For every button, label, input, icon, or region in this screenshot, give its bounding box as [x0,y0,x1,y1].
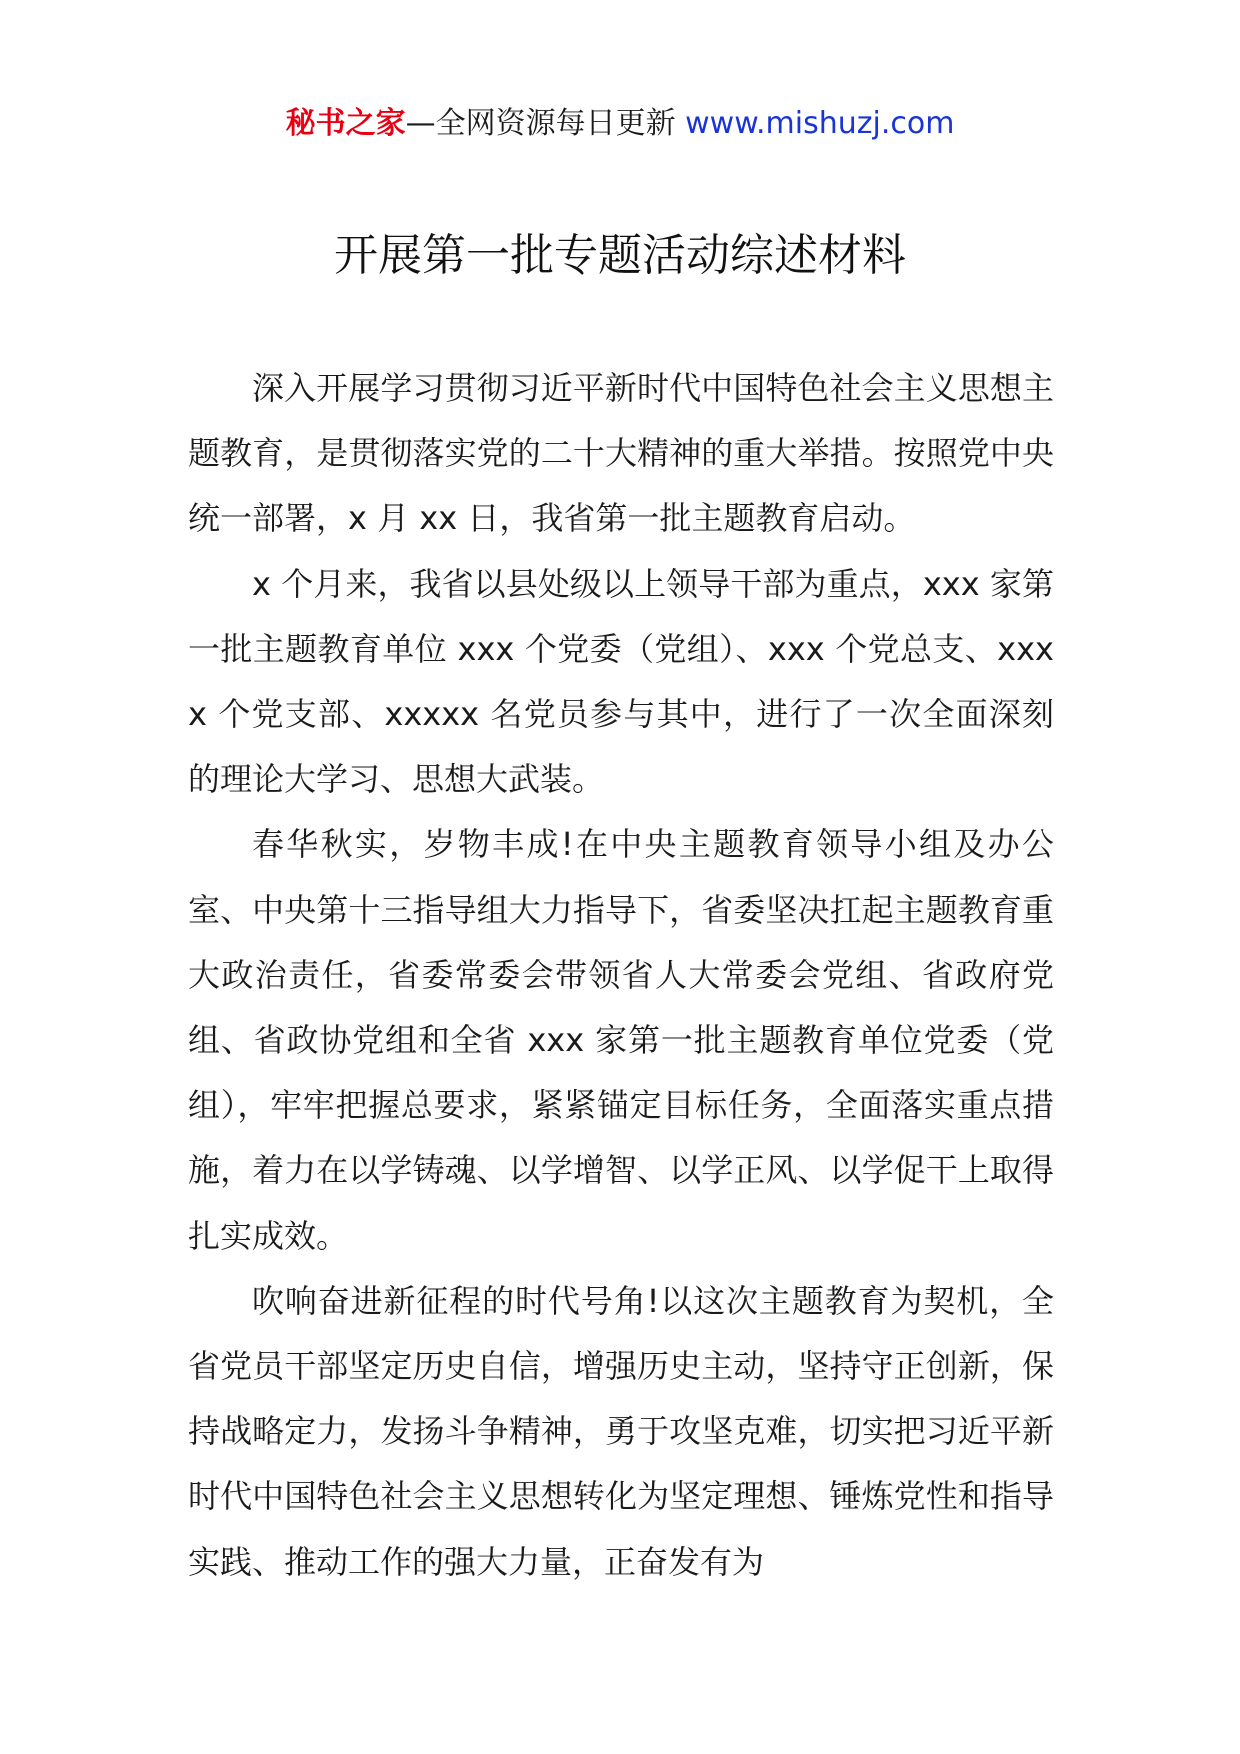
document-title: 开展第一批专题活动综述材料 [334,230,906,281]
brand-name: 秘书之家 [285,106,406,141]
site-header [0,102,1240,146]
paragraph-1: 深入开展学习贯彻习近平新时代中国特色社会主义思想主题教育，是贯彻落实党的二十大精神的重大举措。按照党中央统一部署，x 月 xx 日，我省第一批主题教育启动。 [188,369,1054,538]
paragraph-4: 吹响奋进新征程的时代号角!以这次主题教育为契机，全省党员干部坚定历史自信，增强历史主动，坚持守正创新，保持战略定力，发扬斗争精神，勇于攻坚克难，切实把习近平新时代中国特色社会主义思想转化为坚定理想、锤炼党性和指导实践、推动工作的强大力量，正奋发有为 [188,1281,1054,1581]
paragraph-2: x 个月来，我省以县处级以上领导干部为重点，xxx 家第一批主题教育单位 xxx 个党委（党组）、xxx 个党总支、xxxx 个党支部、xxxxx 名党员参与其中，进行了一次全面深刻的理论大学习、思想大武装。 [188,564,1054,799]
header-slogan: —全网资源每日更新 [405,106,676,141]
paragraph-3: 春华秋实，岁物丰成!在中央主题教育领导小组及办公室、中央第十三指导组大力指导下，省委坚决扛起主题教育重大政治责任，省委常委会带领省人大常委会党组、省政府党组、省政协党组和全省 xxx 家第一批主题教育单位党委（党组），牢牢把握总要求，紧紧锚定目标任务，全面落实重点措施，着力在以学铸魂、以学增智、以学正风、以学促干上取得扎实成效。 [188,825,1054,1255]
document-body [188,356,1054,1595]
site-link[interactable]: www.mishuzj.com [685,106,955,141]
